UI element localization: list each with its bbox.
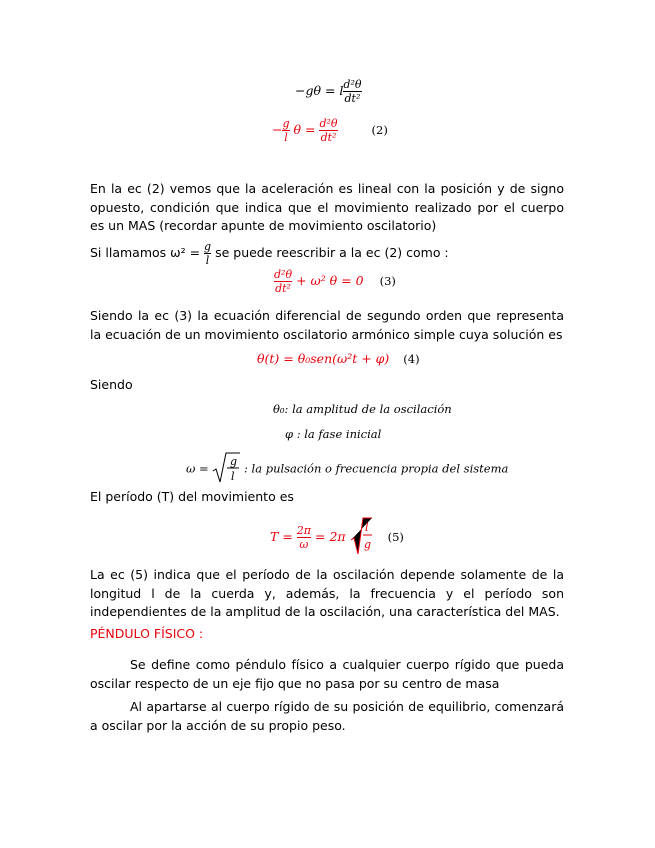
equation-motion bbox=[295, 78, 362, 105]
paragraph-2-pre: Si llamamos ω² = bbox=[90, 245, 201, 260]
paragraph-2 bbox=[90, 240, 564, 267]
sqrt-symbol bbox=[350, 516, 372, 559]
fraction-denominator: dt² bbox=[344, 92, 361, 105]
paragraph-6: Se define como péndulo físico a cualquier cuerpo rígido que pueda oscilar respecto de un eje fijo que no pasa por su centro de masa bbox=[90, 657, 564, 691]
paragraph-4: El período (T) del movimiento es bbox=[90, 489, 294, 504]
sqrt-numerator: l bbox=[364, 521, 369, 534]
paragraph-5: La ec (5) indica que el período de la oscilación depende solamente de la longitud l de la cuerda y, además, la frecuencia y el período son independientes de la amplitud de la oscilación, una característica del MAS. bbox=[90, 567, 564, 619]
sqrt-denominator: l bbox=[231, 470, 235, 483]
equation-rest: + ω² θ = 0 bbox=[296, 273, 364, 288]
section-title: PÉNDULO FÍSICO : bbox=[90, 626, 204, 641]
definition-pulsation-pre: ω = bbox=[186, 461, 209, 476]
fraction-denominator: dt² bbox=[275, 282, 291, 295]
paragraph-3: Siendo la ec (3) la ecuación diferencial de segundo orden que representa la ecuación de un movimiento oscilatorio armónico simple cuya solución es bbox=[90, 308, 564, 342]
equation-label: (5) bbox=[387, 530, 404, 544]
equation-lhs: −gθ = l bbox=[295, 83, 344, 98]
fraction-numerator: d²θ bbox=[343, 78, 362, 91]
sqrt-denominator: g bbox=[363, 538, 371, 551]
definition-phase: φ : la fase inicial bbox=[285, 427, 382, 441]
definition-amplitude: θ₀: la amplitud de la oscilación bbox=[273, 402, 452, 416]
sqrt-numerator: g bbox=[230, 455, 238, 468]
sqrt-symbol bbox=[212, 451, 240, 488]
equation-label: (4) bbox=[403, 352, 420, 366]
fraction-numerator: d²θ bbox=[274, 268, 293, 281]
fraction-numerator: d²θ bbox=[319, 117, 338, 130]
fraction-denominator: l bbox=[205, 254, 210, 267]
equation-2 bbox=[272, 117, 388, 144]
fraction-numerator: g bbox=[204, 240, 212, 253]
paragraph-7: Al apartarse al cuerpo rígido de su posición de equilibrio, comenzará a oscilar por la acción de su propio peso. bbox=[90, 699, 564, 733]
fraction-denominator: dt² bbox=[320, 131, 337, 144]
definition-pulsation-post: : la pulsación o frecuencia propia del sistema bbox=[243, 461, 509, 476]
equation-theta: θ = bbox=[293, 122, 316, 137]
equation-lhs: T = bbox=[270, 529, 293, 544]
equation-4 bbox=[257, 351, 420, 366]
equation-mid: = 2π bbox=[315, 529, 346, 544]
equation-minus: − bbox=[272, 122, 283, 137]
paragraph-1: En la ec (2) vemos que la aceleración es lineal con la posición y de signo opuesto, condición que indica que el movimiento realizado por el cuerpo es un MAS (recordar apunte de movimiento oscilatorio) bbox=[90, 181, 564, 233]
equation-label: (3) bbox=[379, 274, 396, 288]
equation-body: θ(t) = θ₀sen(ω²t + φ) bbox=[257, 351, 390, 366]
paragraph-2-post: se puede reescribir a la ec (2) como : bbox=[215, 245, 449, 260]
definition-pulsation bbox=[186, 451, 508, 488]
fraction-denominator: ω bbox=[297, 537, 311, 551]
equation-label: (2) bbox=[371, 123, 388, 137]
equation-3 bbox=[274, 268, 396, 295]
siendo-label: Siendo bbox=[90, 377, 133, 392]
equation-5 bbox=[270, 516, 404, 559]
fraction-numerator: 2π bbox=[296, 524, 312, 537]
fraction-denominator: l bbox=[284, 131, 288, 144]
fraction-numerator: g bbox=[282, 117, 290, 130]
